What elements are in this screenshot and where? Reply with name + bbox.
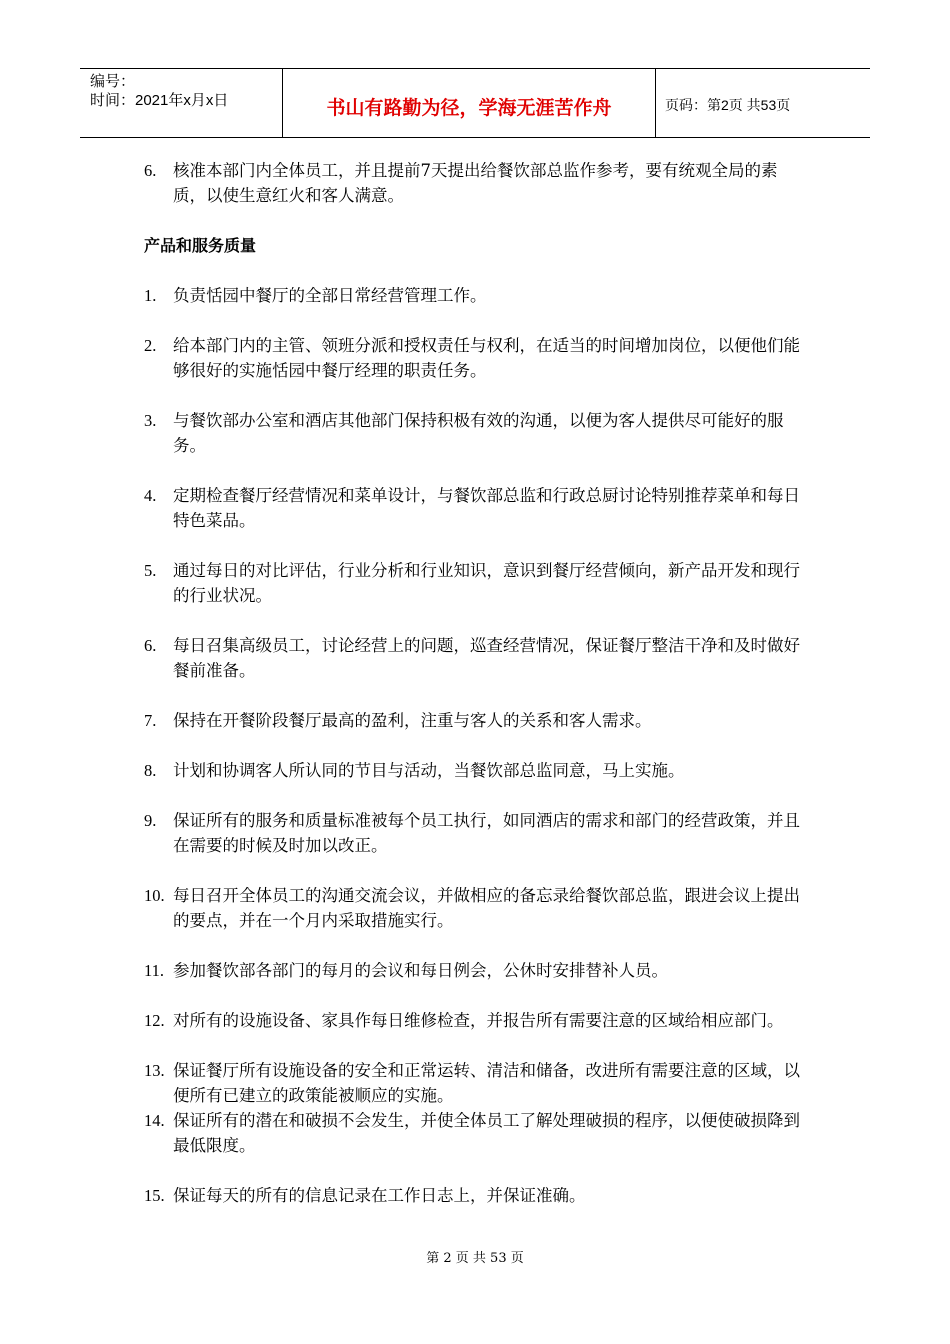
code-label: 编号： bbox=[90, 73, 136, 90]
section-title: 产品和服务质量 bbox=[144, 236, 257, 255]
list-item bbox=[144, 808, 808, 858]
list-item bbox=[144, 1183, 808, 1208]
header-page-info: 页码：第2页 共53页 bbox=[665, 97, 791, 113]
item-number: 2. bbox=[144, 336, 157, 355]
list-item bbox=[144, 1058, 808, 1108]
list-item bbox=[144, 483, 808, 533]
item-number: 3. bbox=[144, 411, 157, 430]
item-number: 7. bbox=[144, 711, 157, 730]
item-text: 保证餐厅所有设施设备的安全和正常运转、清洁和储备，改进所有需要注意的区域，以便所有已建立的政策能被顺应的实施。 bbox=[173, 1061, 800, 1105]
item-number: 12. bbox=[144, 1011, 165, 1030]
list-item bbox=[144, 958, 808, 983]
list-item bbox=[144, 708, 808, 733]
list-item bbox=[144, 1008, 808, 1033]
item-text: 核准本部门内全体员工，并且提前7天提出给餐饮部总监作参考，要有统观全局的素质，以使生意红火和客人满意。 bbox=[173, 161, 778, 205]
item-number: 11. bbox=[144, 961, 165, 980]
header-meta bbox=[80, 69, 282, 137]
item-text: 保证所有的潜在和破损不会发生，并使全体员工了解处理破损的程序，以便使破损降到最低限度。 bbox=[173, 1111, 800, 1155]
header-motto: 书山有路勤为径，学海无涯苦作舟 bbox=[282, 69, 656, 137]
item-number: 5. bbox=[144, 561, 157, 580]
list-item bbox=[144, 333, 808, 383]
list-item bbox=[144, 758, 808, 783]
item-number: 14. bbox=[144, 1111, 165, 1130]
item-number: 1. bbox=[144, 286, 157, 305]
item-number: 15. bbox=[144, 1186, 165, 1205]
item-text: 负责恬园中餐厅的全部日常经营管理工作。 bbox=[173, 286, 487, 305]
item-number: 6. bbox=[144, 636, 157, 655]
list-item bbox=[144, 1108, 808, 1158]
list-item bbox=[144, 283, 808, 308]
list-item bbox=[144, 633, 808, 683]
item-text: 每日召集高级员工，讨论经营上的问题，巡查经营情况，保证餐厅整洁干净和及时做好餐前准备。 bbox=[173, 636, 800, 680]
time-label: 时间：2021年x月x日 bbox=[90, 92, 229, 109]
document-body bbox=[144, 158, 808, 1233]
item-text: 保证每天的所有的信息记录在工作日志上，并保证准确。 bbox=[173, 1186, 586, 1205]
item-text: 定期检查餐厅经营情况和菜单设计，与餐饮部总监和行政总厨讨论特别推荐菜单和每日特色菜品。 bbox=[173, 486, 800, 530]
item-text: 参加餐饮部各部门的每月的会议和每日例会，公休时安排替补人员。 bbox=[173, 961, 668, 980]
item-text: 每日召开全体员工的沟通交流会议，并做相应的备忘录给餐饮部总监，跟进会议上提出的要点，并在一个月内采取措施实行。 bbox=[173, 886, 800, 930]
item-number: 9. bbox=[144, 811, 157, 830]
item-text: 通过每日的对比评估，行业分析和行业知识，意识到餐厅经营倾向，新产品开发和现行的行业状况。 bbox=[173, 561, 800, 605]
item-text: 与餐饮部办公室和酒店其他部门保持积极有效的沟通，以便为客人提供尽可能好的服务。 bbox=[173, 411, 784, 455]
item-number: 6. bbox=[144, 161, 157, 180]
item-text: 计划和协调客人所认同的节目与活动，当餐饮部总监同意，马上实施。 bbox=[173, 761, 685, 780]
page-footer: 第 2 页 共 53 页 bbox=[426, 1251, 524, 1266]
item-text: 保持在开餐阶段餐厅最高的盈利，注重与客人的关系和客人需求。 bbox=[173, 711, 652, 730]
list-item bbox=[144, 883, 808, 933]
list-item bbox=[144, 558, 808, 608]
list-item bbox=[144, 408, 808, 458]
responsibility-list bbox=[144, 283, 808, 1208]
item-number: 4. bbox=[144, 486, 157, 505]
item-number: 10. bbox=[144, 886, 165, 905]
item-text: 保证所有的服务和质量标准被每个员工执行，如同酒店的需求和部门的经营政策，并且在需要的时候及时加以改正。 bbox=[173, 811, 800, 855]
item-text: 对所有的设施设备、家具作每日维修检查，并报告所有需要注意的区域给相应部门。 bbox=[173, 1011, 784, 1030]
page-header bbox=[80, 68, 870, 138]
item-number: 13. bbox=[144, 1061, 165, 1080]
item-number: 8. bbox=[144, 761, 157, 780]
list-item bbox=[144, 158, 808, 208]
item-text: 给本部门内的主管、领班分派和授权责任与权利，在适当的时间增加岗位，以便他们能够很好的实施恬园中餐厅经理的职责任务。 bbox=[173, 336, 800, 380]
